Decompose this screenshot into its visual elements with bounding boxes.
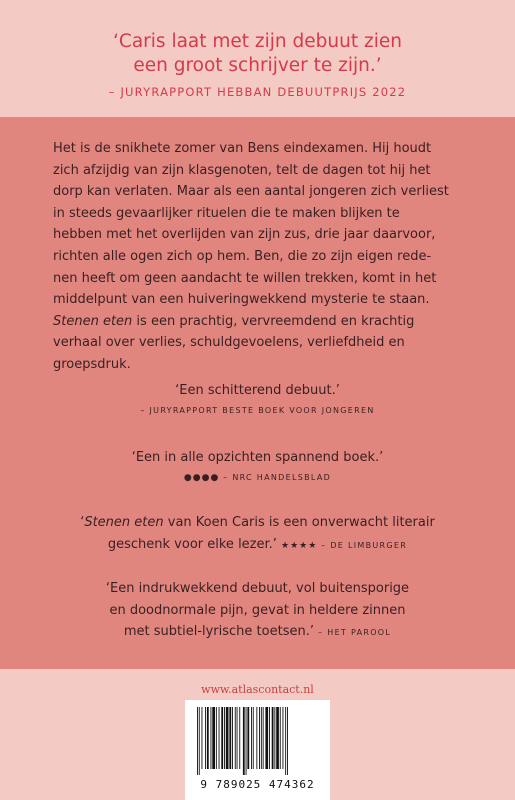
barcode xyxy=(195,707,320,777)
barcode-bar xyxy=(276,707,279,769)
barcode-box xyxy=(185,700,330,800)
barcode-bar xyxy=(226,707,229,769)
review-quote-source: – HET PAROOL xyxy=(318,628,392,638)
barcode-bar xyxy=(272,707,274,769)
barcode-bar xyxy=(239,707,240,769)
review-quote-4 xyxy=(0,578,515,644)
barcode-bar xyxy=(205,707,206,769)
review-quote-source: – JURYRAPPORT BESTE BOEK VOOR JONGEREN xyxy=(140,405,375,415)
barcode-bar xyxy=(261,707,262,769)
barcode-bar xyxy=(216,707,217,769)
review-quote-line: ‘Een indrukwekkend debuut, vol buitensporige xyxy=(105,581,410,596)
blurb-line: richten alle ogen zich op hem. Ben, die zo zijn eigen rede- xyxy=(53,248,432,264)
rating-dots: ●●●● xyxy=(183,472,220,483)
barcode-bar xyxy=(211,707,212,769)
barcode-bar xyxy=(259,707,260,769)
barcode-bar xyxy=(287,707,288,775)
barcode-bar xyxy=(237,707,238,769)
barcode-bar xyxy=(219,707,220,769)
blurb-line: hebben met het overlijden van zijn zus, drie jaar daarvoor, xyxy=(53,227,436,243)
barcode-bar xyxy=(199,707,200,775)
review-quote-text: ‘Een in alle opzichten spannend boek.’ xyxy=(131,450,384,465)
barcode-bar xyxy=(247,707,249,769)
review-quote-text: ‘Een schitterend debuut.’ xyxy=(175,383,340,398)
rating-stars: ★★★★ xyxy=(281,540,318,551)
blurb-line xyxy=(53,311,473,333)
barcode-bar xyxy=(224,707,225,769)
blurb-line: middelpunt van een huiveringwekkend mysterie te staan. xyxy=(53,292,430,308)
barcode-bar xyxy=(246,707,247,775)
blurb-line-rest: is een prachtig, vervreemdend en krachtig xyxy=(132,313,415,329)
review-quote-source: – DE LIMBURGER xyxy=(317,540,408,550)
review-quote-line: ‘Stenen eten van Koen Caris is een onverwacht literair xyxy=(80,515,435,530)
barcode-bar xyxy=(207,707,209,769)
headline-quote-line: een groot schrijver te zijn.’ xyxy=(133,55,382,76)
blurb-line: dorp kan verlaten. Maar als een aantal jongeren zich verliest xyxy=(53,184,449,200)
headline-quote-line: ‘Caris laat met zijn debuut zien xyxy=(113,31,402,52)
blurb-line: zich afzijdig van zijn klasgenoten, telt de dagen tot hij het xyxy=(53,162,431,178)
barcode-bar xyxy=(256,707,257,769)
blurb-line: verhaal over verlies, schuldgevoelens, verliefdheid en xyxy=(53,335,405,351)
barcode-bar xyxy=(229,707,231,769)
barcode-bar xyxy=(263,707,264,769)
blurb-line: groepsdruk. xyxy=(53,356,131,372)
barcode-bar xyxy=(280,707,281,769)
review-quote-line: en doodnormale pijn, gevat in heldere zinnen xyxy=(109,602,406,618)
book-title-italic: Stenen eten xyxy=(53,313,133,329)
barcode-bar xyxy=(232,707,233,769)
blurb-line: Het is de snikhete zomer van Bens eindexamen. Hij houdt xyxy=(53,141,432,156)
blurb-line: nen heeft om geen aandacht te willen trekken, komt in het xyxy=(53,270,437,286)
review-quote-source: – NRC HANDELSBLAD xyxy=(219,472,332,482)
isbn-number: 9 789025 474362 xyxy=(200,778,315,791)
barcode-bar xyxy=(243,707,245,775)
publisher-url: www.atlascontact.nl xyxy=(201,683,314,696)
headline-quote xyxy=(0,30,515,78)
review-quote-3 xyxy=(0,512,515,557)
barcode-bar xyxy=(283,707,284,769)
blurb-line: in steeds gevaarlijker rituelen die te maken blijken te xyxy=(53,205,400,221)
barcode-bar xyxy=(235,707,236,769)
barcode-bar xyxy=(253,707,254,769)
barcode-bar xyxy=(285,707,286,775)
headline-quote-source: – JURYRAPPORT HEBBAN DEBUUTPRIJS 2022 xyxy=(108,85,407,99)
barcode-bar xyxy=(269,707,270,769)
barcode-bar xyxy=(212,707,215,769)
book-title-italic: Stenen eten xyxy=(84,515,164,530)
blurb-text xyxy=(53,138,473,376)
barcode-bar xyxy=(274,707,275,769)
review-quote-source-line xyxy=(0,473,515,483)
barcode-bar xyxy=(221,707,223,769)
review-quote-line: geschenk voor elke lezer.’ ★★★★ – DE LIMBURGER xyxy=(107,536,408,552)
review-quote-2 xyxy=(0,447,515,483)
review-quote-1 xyxy=(0,380,515,415)
review-quote-line: met subtiel-lyrische toetsen.’ – HET PAROOL xyxy=(123,624,392,640)
barcode-bar xyxy=(197,707,198,775)
barcode-bar xyxy=(251,707,252,769)
barcode-bar xyxy=(202,707,203,769)
barcode-bar xyxy=(265,707,268,769)
